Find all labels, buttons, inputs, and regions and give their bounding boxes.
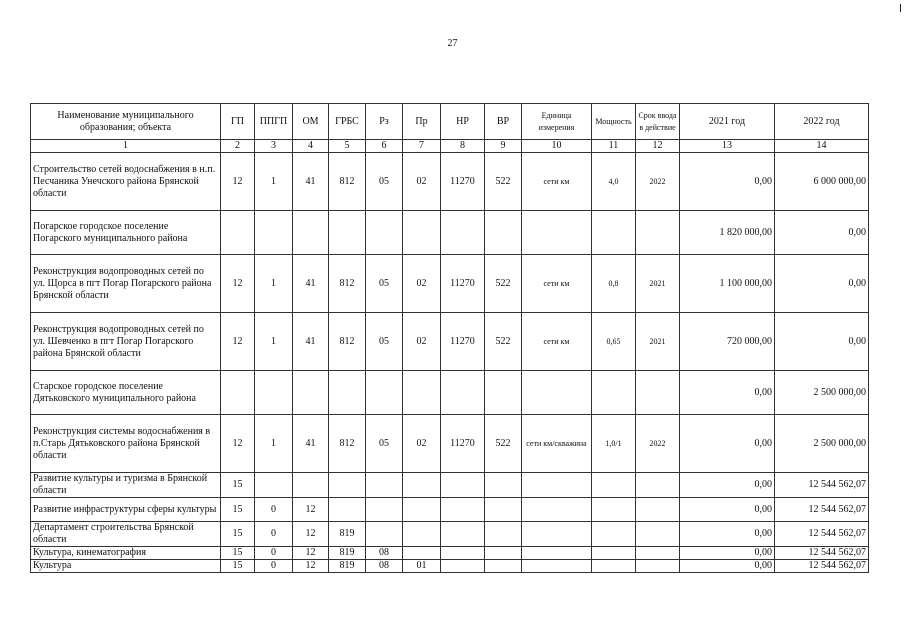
header-cell: ОМ — [293, 104, 329, 140]
table-cell — [522, 473, 592, 498]
table-cell — [293, 371, 329, 415]
table-cell: 12 — [293, 560, 329, 573]
table-cell: 05 — [366, 255, 403, 313]
header-cell: Срок ввода в действие — [636, 104, 680, 140]
table-cell: 1 — [255, 415, 293, 473]
table-cell: 41 — [293, 255, 329, 313]
table-row — [31, 313, 869, 371]
table-cell — [441, 560, 485, 573]
table-cell — [592, 371, 636, 415]
table-cell — [366, 522, 403, 547]
table-cell: 01 — [403, 560, 441, 573]
table-cell: 02 — [403, 415, 441, 473]
table-cell — [221, 211, 255, 255]
table-cell: 41 — [293, 153, 329, 211]
table-cell: 819 — [329, 547, 366, 560]
table-cell: 0,65 — [592, 313, 636, 371]
table-cell: 12 544 562,07 — [775, 560, 869, 573]
table-cell: 12 — [221, 415, 255, 473]
table-cell — [636, 211, 680, 255]
table-cell — [255, 371, 293, 415]
table-cell — [366, 371, 403, 415]
table-cell: 0,00 — [775, 255, 869, 313]
table-cell: 11270 — [441, 153, 485, 211]
column-number: 12 — [636, 140, 680, 153]
row-name-cell: Строительство сетей водоснабжения в н.п. Песчаника Унечского района Брянской области — [31, 153, 221, 211]
header-cell: ППГП — [255, 104, 293, 140]
table-cell — [485, 371, 522, 415]
table-cell: 1 820 000,00 — [680, 211, 775, 255]
table-cell — [403, 522, 441, 547]
table-cell: 12 544 562,07 — [775, 522, 869, 547]
table-cell: 12 — [293, 522, 329, 547]
column-number: 1 — [31, 140, 221, 153]
column-number: 6 — [366, 140, 403, 153]
table-row — [31, 473, 869, 498]
table-row — [31, 547, 869, 560]
table-cell — [485, 498, 522, 522]
table-cell: 12 544 562,07 — [775, 498, 869, 522]
table-cell — [366, 473, 403, 498]
table-cell: 2022 — [636, 415, 680, 473]
table-cell — [636, 371, 680, 415]
table-cell: 11270 — [441, 415, 485, 473]
row-name-cell: Реконструкция водопроводных сетей по ул. Шевченко в пгт Погар Погарского района Брянской области — [31, 313, 221, 371]
table-cell: 12 544 562,07 — [775, 547, 869, 560]
column-number: 10 — [522, 140, 592, 153]
table-cell: 02 — [403, 153, 441, 211]
table-cell — [592, 473, 636, 498]
row-name-cell: Департамент строительства Брянской области — [31, 522, 221, 547]
column-number: 13 — [680, 140, 775, 153]
header-cell: НР — [441, 104, 485, 140]
header-cell: 2022 год — [775, 104, 869, 140]
table-cell: 11270 — [441, 313, 485, 371]
table-cell: 4,0 — [592, 153, 636, 211]
column-number: 3 — [255, 140, 293, 153]
table-cell: 08 — [366, 560, 403, 573]
header-cell: Наименование муниципального образования; объекта — [31, 104, 221, 140]
table-cell: 0 — [255, 560, 293, 573]
table-cell: 0,8 — [592, 255, 636, 313]
table-cell: сети км — [522, 153, 592, 211]
table-cell: 12 — [221, 153, 255, 211]
table-cell — [522, 560, 592, 573]
table-cell: 15 — [221, 522, 255, 547]
table-cell: сети км — [522, 255, 592, 313]
table-cell — [592, 211, 636, 255]
table-cell — [592, 498, 636, 522]
table-cell — [636, 473, 680, 498]
column-number: 2 — [221, 140, 255, 153]
row-name-cell: Погарское городское поселение Погарского муниципального района — [31, 211, 221, 255]
table-cell: 0,00 — [680, 473, 775, 498]
table-cell: 0,00 — [680, 498, 775, 522]
table-cell: 0,00 — [680, 153, 775, 211]
row-name-cell: Развитие культуры и туризма в Брянской области — [31, 473, 221, 498]
table-cell: 0,00 — [680, 560, 775, 573]
table-cell: 0 — [255, 547, 293, 560]
table-cell: 1 — [255, 153, 293, 211]
table-cell — [522, 522, 592, 547]
header-cell: 2021 год — [680, 104, 775, 140]
table-cell: 2022 — [636, 153, 680, 211]
table-cell: 6 000 000,00 — [775, 153, 869, 211]
table-cell — [636, 560, 680, 573]
table-row — [31, 560, 869, 573]
table-cell: 0,00 — [775, 313, 869, 371]
column-number: 14 — [775, 140, 869, 153]
table-cell — [329, 211, 366, 255]
column-number: 7 — [403, 140, 441, 153]
header-cell: Мощность — [592, 104, 636, 140]
header-cell: Единица измерения — [522, 104, 592, 140]
table-cell: 12 — [221, 313, 255, 371]
table-cell: 522 — [485, 255, 522, 313]
header-cell: ГРБС — [329, 104, 366, 140]
table-row — [31, 211, 869, 255]
budget-table — [30, 103, 869, 573]
table-cell — [366, 498, 403, 522]
edge-mark — [900, 4, 901, 12]
table-cell — [441, 547, 485, 560]
table-cell: 1 — [255, 313, 293, 371]
table-cell: 2021 — [636, 313, 680, 371]
header-cell: Рз — [366, 104, 403, 140]
table-cell: 41 — [293, 415, 329, 473]
column-number: 4 — [293, 140, 329, 153]
table-cell — [522, 498, 592, 522]
table-cell — [366, 211, 403, 255]
table-cell: 522 — [485, 415, 522, 473]
table-cell: 0,00 — [775, 211, 869, 255]
table-cell: 0 — [255, 498, 293, 522]
row-name-cell: Развитие инфраструктуры сферы культуры — [31, 498, 221, 522]
table-row — [31, 371, 869, 415]
table-cell — [485, 522, 522, 547]
table-cell: 15 — [221, 498, 255, 522]
table-cell — [403, 211, 441, 255]
table-cell: 0,00 — [680, 547, 775, 560]
column-number: 8 — [441, 140, 485, 153]
table-cell — [329, 371, 366, 415]
table-row — [31, 415, 869, 473]
table-cell — [255, 473, 293, 498]
table-cell: 0,00 — [680, 522, 775, 547]
table-cell: 1 100 000,00 — [680, 255, 775, 313]
table-cell: 720 000,00 — [680, 313, 775, 371]
table-cell: 522 — [485, 153, 522, 211]
table-cell: 02 — [403, 313, 441, 371]
row-name-cell: Старское городское поселение Дятьковского муниципального района — [31, 371, 221, 415]
table-cell: 15 — [221, 473, 255, 498]
table-cell: 05 — [366, 313, 403, 371]
table-cell — [293, 473, 329, 498]
table-cell — [329, 498, 366, 522]
table-cell: 15 — [221, 560, 255, 573]
table-body — [31, 153, 869, 573]
table-cell: 2 500 000,00 — [775, 371, 869, 415]
row-name-cell: Культура, кинематография — [31, 547, 221, 560]
column-number: 11 — [592, 140, 636, 153]
table-cell — [221, 371, 255, 415]
table-cell: сети км — [522, 313, 592, 371]
table-cell: 812 — [329, 153, 366, 211]
header-cell: ВР — [485, 104, 522, 140]
table-cell — [522, 371, 592, 415]
table-cell: 812 — [329, 255, 366, 313]
header-cell: ГП — [221, 104, 255, 140]
table-cell — [636, 522, 680, 547]
table-cell: 11270 — [441, 255, 485, 313]
table-cell: 2 500 000,00 — [775, 415, 869, 473]
table-cell — [441, 522, 485, 547]
table-cell: 41 — [293, 313, 329, 371]
table-cell — [485, 473, 522, 498]
table-cell: 15 — [221, 547, 255, 560]
table-cell — [592, 522, 636, 547]
table-cell: 12 — [293, 547, 329, 560]
header-row — [31, 104, 869, 140]
table-cell: 12 — [293, 498, 329, 522]
table-cell — [403, 547, 441, 560]
column-number: 9 — [485, 140, 522, 153]
table-cell: 522 — [485, 313, 522, 371]
table-cell — [592, 560, 636, 573]
table-cell — [441, 498, 485, 522]
table-cell: 1 — [255, 255, 293, 313]
table-cell: 812 — [329, 415, 366, 473]
table-cell: 0 — [255, 522, 293, 547]
table-cell — [441, 473, 485, 498]
table-cell — [403, 371, 441, 415]
table-cell: 08 — [366, 547, 403, 560]
table-cell: 02 — [403, 255, 441, 313]
page-number: 27 — [447, 38, 458, 49]
table-cell — [441, 211, 485, 255]
table-cell: 05 — [366, 415, 403, 473]
table-cell: 812 — [329, 313, 366, 371]
column-number: 5 — [329, 140, 366, 153]
table-row — [31, 498, 869, 522]
table-cell: 12 544 562,07 — [775, 473, 869, 498]
table-cell — [329, 473, 366, 498]
table-cell: 2021 — [636, 255, 680, 313]
table-cell: 1,0/1 — [592, 415, 636, 473]
table-cell — [522, 547, 592, 560]
table-cell — [293, 211, 329, 255]
header-cell: Пр — [403, 104, 441, 140]
table-cell: 819 — [329, 522, 366, 547]
table-cell — [403, 498, 441, 522]
column-number-row — [31, 140, 869, 153]
table-cell — [441, 371, 485, 415]
table-cell — [485, 211, 522, 255]
row-name-cell: Культура — [31, 560, 221, 573]
table-row — [31, 255, 869, 313]
table-cell — [522, 211, 592, 255]
table-cell — [636, 547, 680, 560]
table-cell — [403, 473, 441, 498]
row-name-cell: Реконструкция водопроводных сетей по ул. Щорса в пгт Погар Погарского района Брянской области — [31, 255, 221, 313]
table-cell: сети км/скважина — [522, 415, 592, 473]
table-row — [31, 153, 869, 211]
table-cell: 12 — [221, 255, 255, 313]
table-cell: 05 — [366, 153, 403, 211]
table-cell — [485, 560, 522, 573]
table-cell: 819 — [329, 560, 366, 573]
table-cell — [255, 211, 293, 255]
row-name-cell: Реконструкция системы водоснабжения в п.Старь Дятьковского района Брянской области — [31, 415, 221, 473]
table-cell: 0,00 — [680, 371, 775, 415]
table-cell — [485, 547, 522, 560]
table-row — [31, 522, 869, 547]
table-cell: 0,00 — [680, 415, 775, 473]
table-cell — [592, 547, 636, 560]
table-cell — [636, 498, 680, 522]
